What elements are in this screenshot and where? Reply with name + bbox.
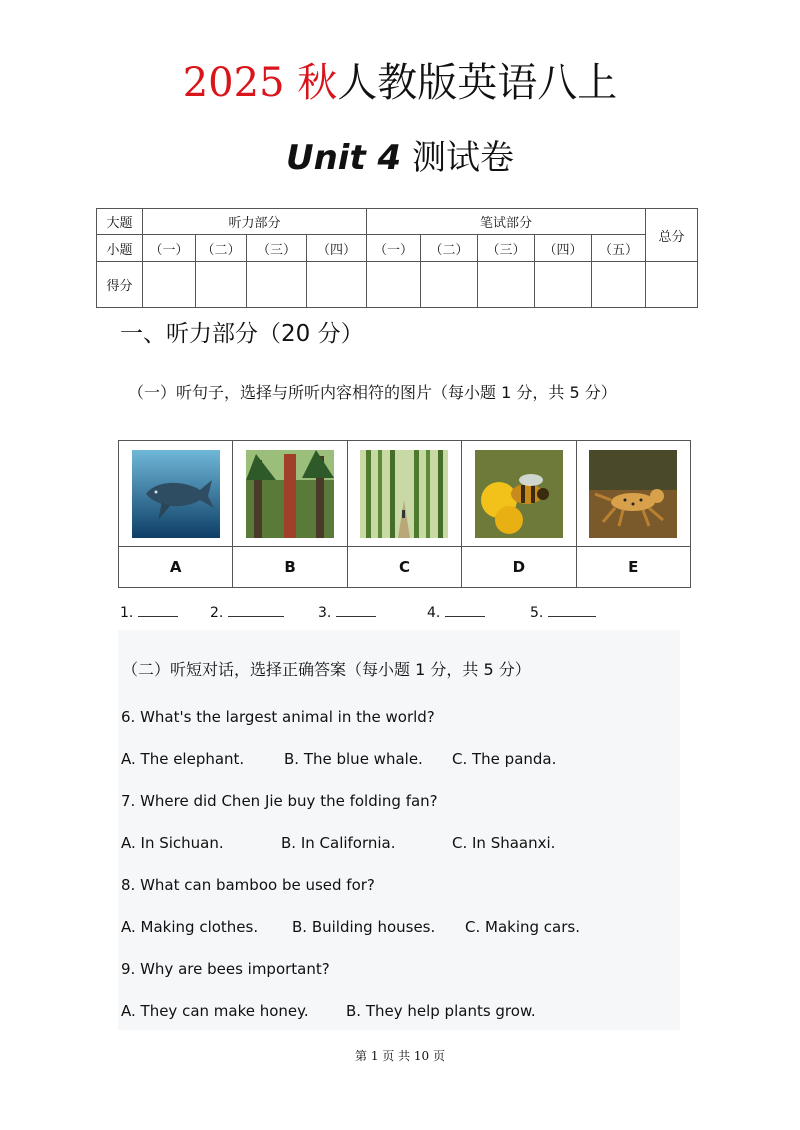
title-rest: 人教版英语八上 (337, 60, 618, 106)
writing-part-3: （三） (478, 235, 535, 262)
listening-part-3: （三） (247, 235, 307, 262)
picture-label-a: A (119, 547, 233, 588)
score-cell[interactable] (367, 262, 421, 308)
picture-label-e: E (576, 547, 690, 588)
score-header-listening: 听力部分 (143, 209, 367, 235)
question-7: 7. Where did Chen Jie buy the folding fan? (121, 792, 438, 810)
q9-option-a[interactable]: A. They can make honey. (121, 1002, 309, 1020)
subtitle-unit: Unit 4 (285, 138, 402, 178)
title-autumn: 秋 (297, 60, 338, 106)
q8-option-b[interactable]: B. Building houses. (292, 918, 436, 936)
picture-cell-d (462, 441, 576, 547)
q7-option-a[interactable]: A. In Sichuan. (121, 834, 224, 852)
picture-cell-a (119, 441, 233, 547)
blank-item-2[interactable]: 2. (210, 600, 284, 624)
score-cell[interactable] (535, 262, 592, 308)
cheetah-icon (589, 450, 677, 538)
title-year: 2025 (182, 60, 285, 106)
score-cell[interactable] (646, 262, 698, 308)
writing-part-5: （五） (592, 235, 646, 262)
picture-label-b: B (233, 547, 347, 588)
part2-instruction: （二）听短对话，选择正确答案（每小题 1 分，共 5 分） (122, 660, 531, 679)
score-header-minor: 小题 (97, 235, 143, 262)
q8-option-c[interactable]: C. Making cars. (465, 918, 580, 936)
bamboo-forest-icon (360, 450, 448, 538)
score-header-major: 大题 (97, 209, 143, 235)
q7-option-b[interactable]: B. In California. (281, 834, 396, 852)
listening-part-1: （一） (143, 235, 196, 262)
picture-label-c: C (347, 547, 461, 588)
page-subtitle (0, 135, 800, 181)
page-title (0, 58, 800, 108)
score-header-writing: 笔试部分 (367, 209, 646, 235)
q6-option-c[interactable]: C. The panda. (452, 750, 557, 768)
q6-option-a[interactable]: A. The elephant. (121, 750, 245, 768)
writing-part-4: （四） (535, 235, 592, 262)
part1-instruction: （一）听句子，选择与所听内容相符的图片（每小题 1 分，共 5 分） (128, 383, 617, 402)
score-cell[interactable] (592, 262, 646, 308)
bee-icon (475, 450, 563, 538)
picture-table (118, 440, 691, 588)
page-number: 第 1 页 共 10 页 (355, 1049, 445, 1063)
listening-part-2: （二） (196, 235, 247, 262)
score-cell[interactable] (196, 262, 247, 308)
answer-blanks (120, 600, 640, 622)
score-row-label: 得分 (97, 262, 143, 308)
score-cell[interactable] (478, 262, 535, 308)
score-cell[interactable] (143, 262, 196, 308)
listening-part-4: （四） (307, 235, 367, 262)
writing-part-2: （二） (421, 235, 478, 262)
question-9: 9. Why are bees important? (121, 960, 330, 978)
q8-option-a[interactable]: A. Making clothes. (121, 918, 259, 936)
score-table (96, 208, 698, 308)
score-cell[interactable] (307, 262, 367, 308)
picture-label-d: D (462, 547, 576, 588)
score-cell[interactable] (421, 262, 478, 308)
q7-option-c[interactable]: C. In Shaanxi. (452, 834, 556, 852)
subtitle-test: 测试卷 (412, 138, 515, 178)
picture-cell-e (576, 441, 690, 547)
q9-option-b[interactable]: B. They help plants grow. (346, 1002, 536, 1020)
picture-cell-c (347, 441, 461, 547)
q6-option-b[interactable]: B. The blue whale. (284, 750, 423, 768)
score-cell[interactable] (247, 262, 307, 308)
blank-item-1[interactable]: 1. (120, 600, 178, 624)
picture-cell-b (233, 441, 347, 547)
question-6: 6. What's the largest animal in the world? (121, 708, 435, 726)
writing-part-1: （一） (367, 235, 421, 262)
blank-item-4[interactable]: 4. (427, 600, 485, 624)
question-8: 8. What can bamboo be used for? (121, 876, 375, 894)
score-header-total: 总分 (646, 209, 698, 262)
blank-item-5[interactable]: 5. (530, 600, 596, 624)
redwood-tree-icon (246, 450, 334, 538)
whale-icon (132, 450, 220, 538)
blank-item-3[interactable]: 3. (318, 600, 376, 624)
section-heading-listening: 一、听力部分（20 分） (120, 321, 364, 347)
